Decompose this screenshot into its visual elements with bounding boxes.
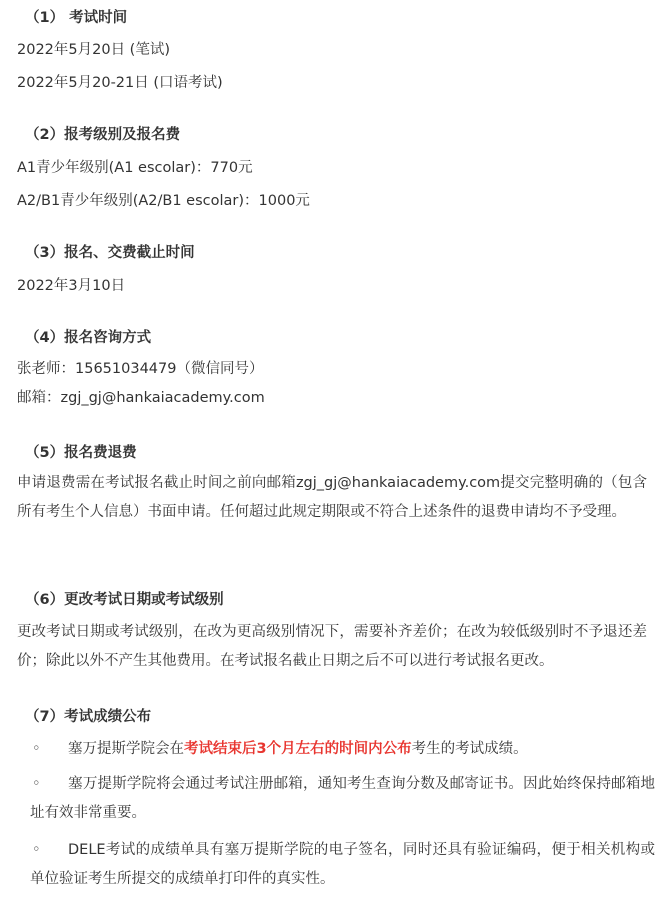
change-paragraph: 更改考试日期或考试级别，在改为更高级别情况下，需要补齐差价；在改为较低级别时不予退还差价；除此以外不产生其他费用。在考试报名截止日期之后不可以进行考试报名更改。 [17, 624, 647, 669]
fee-a1: A1青少年级别(A1 escolar)：770元 [17, 160, 253, 176]
refund-paragraph: 申请退费需在考试报名截止时间之前向邮箱zgj_gj@hankaiacademy.com提交完整明确的（包含所有考生个人信息）书面申请。任何超过此规定期限或不符合上述条件的退费申请均不予受理。 [17, 475, 647, 520]
section-3-heading: （3）报名、交费截止时间 [25, 245, 195, 261]
section-4-heading: （4）报名咨询方式 [25, 330, 152, 346]
exam-date-written: 2022年5月20日 (笔试) [17, 42, 171, 58]
bullet-1-text-before: 塞万提斯学院会在 [68, 741, 184, 757]
bullet-1-text-after: 考生的考试成绩。 [411, 741, 528, 757]
section-1-heading: （1） 考试时间 [25, 10, 128, 26]
fee-a2b1: A2/B1青少年级别(A2/B1 escolar)：1000元 [17, 193, 310, 209]
section-7-heading: （7）考试成绩公布 [25, 709, 152, 725]
deadline-date: 2022年3月10日 [17, 278, 126, 294]
bullet-marker: ◦ [32, 776, 41, 792]
contact-email: 邮箱：zgj_gj@hankaiacademy.com [17, 390, 265, 406]
bullet-2-text: 塞万提斯学院将会通过考试注册邮箱，通知考生查询分数及邮寄证书。因此始终保持邮箱地址有效非常重要。 [30, 776, 655, 821]
result-bullet-1 [30, 735, 655, 764]
bullet-marker: ◦ [32, 842, 41, 858]
section-5-heading: （5）报名费退费 [25, 445, 137, 461]
section-2-heading: （2）报考级别及报名费 [25, 127, 181, 143]
contact-phone: 张老师：15651034479（微信同号） [17, 361, 264, 377]
section-6-heading: （6）更改考试日期或考试级别 [25, 592, 224, 608]
result-bullet-3 [30, 836, 655, 894]
exam-date-oral: 2022年5月20-21日 (口语考试) [17, 75, 223, 91]
bullet-marker: ◦ [32, 741, 41, 757]
bullet-1-highlight: 考试结束后3个月左右的时间内公布 [184, 741, 412, 757]
bullet-3-text: DELE考试的成绩单具有塞万提斯学院的电子签名，同时还具有验证编码，便于相关机构或单位验证考生所提交的成绩单打印件的真实性。 [30, 842, 655, 887]
result-bullet-2 [30, 770, 655, 828]
